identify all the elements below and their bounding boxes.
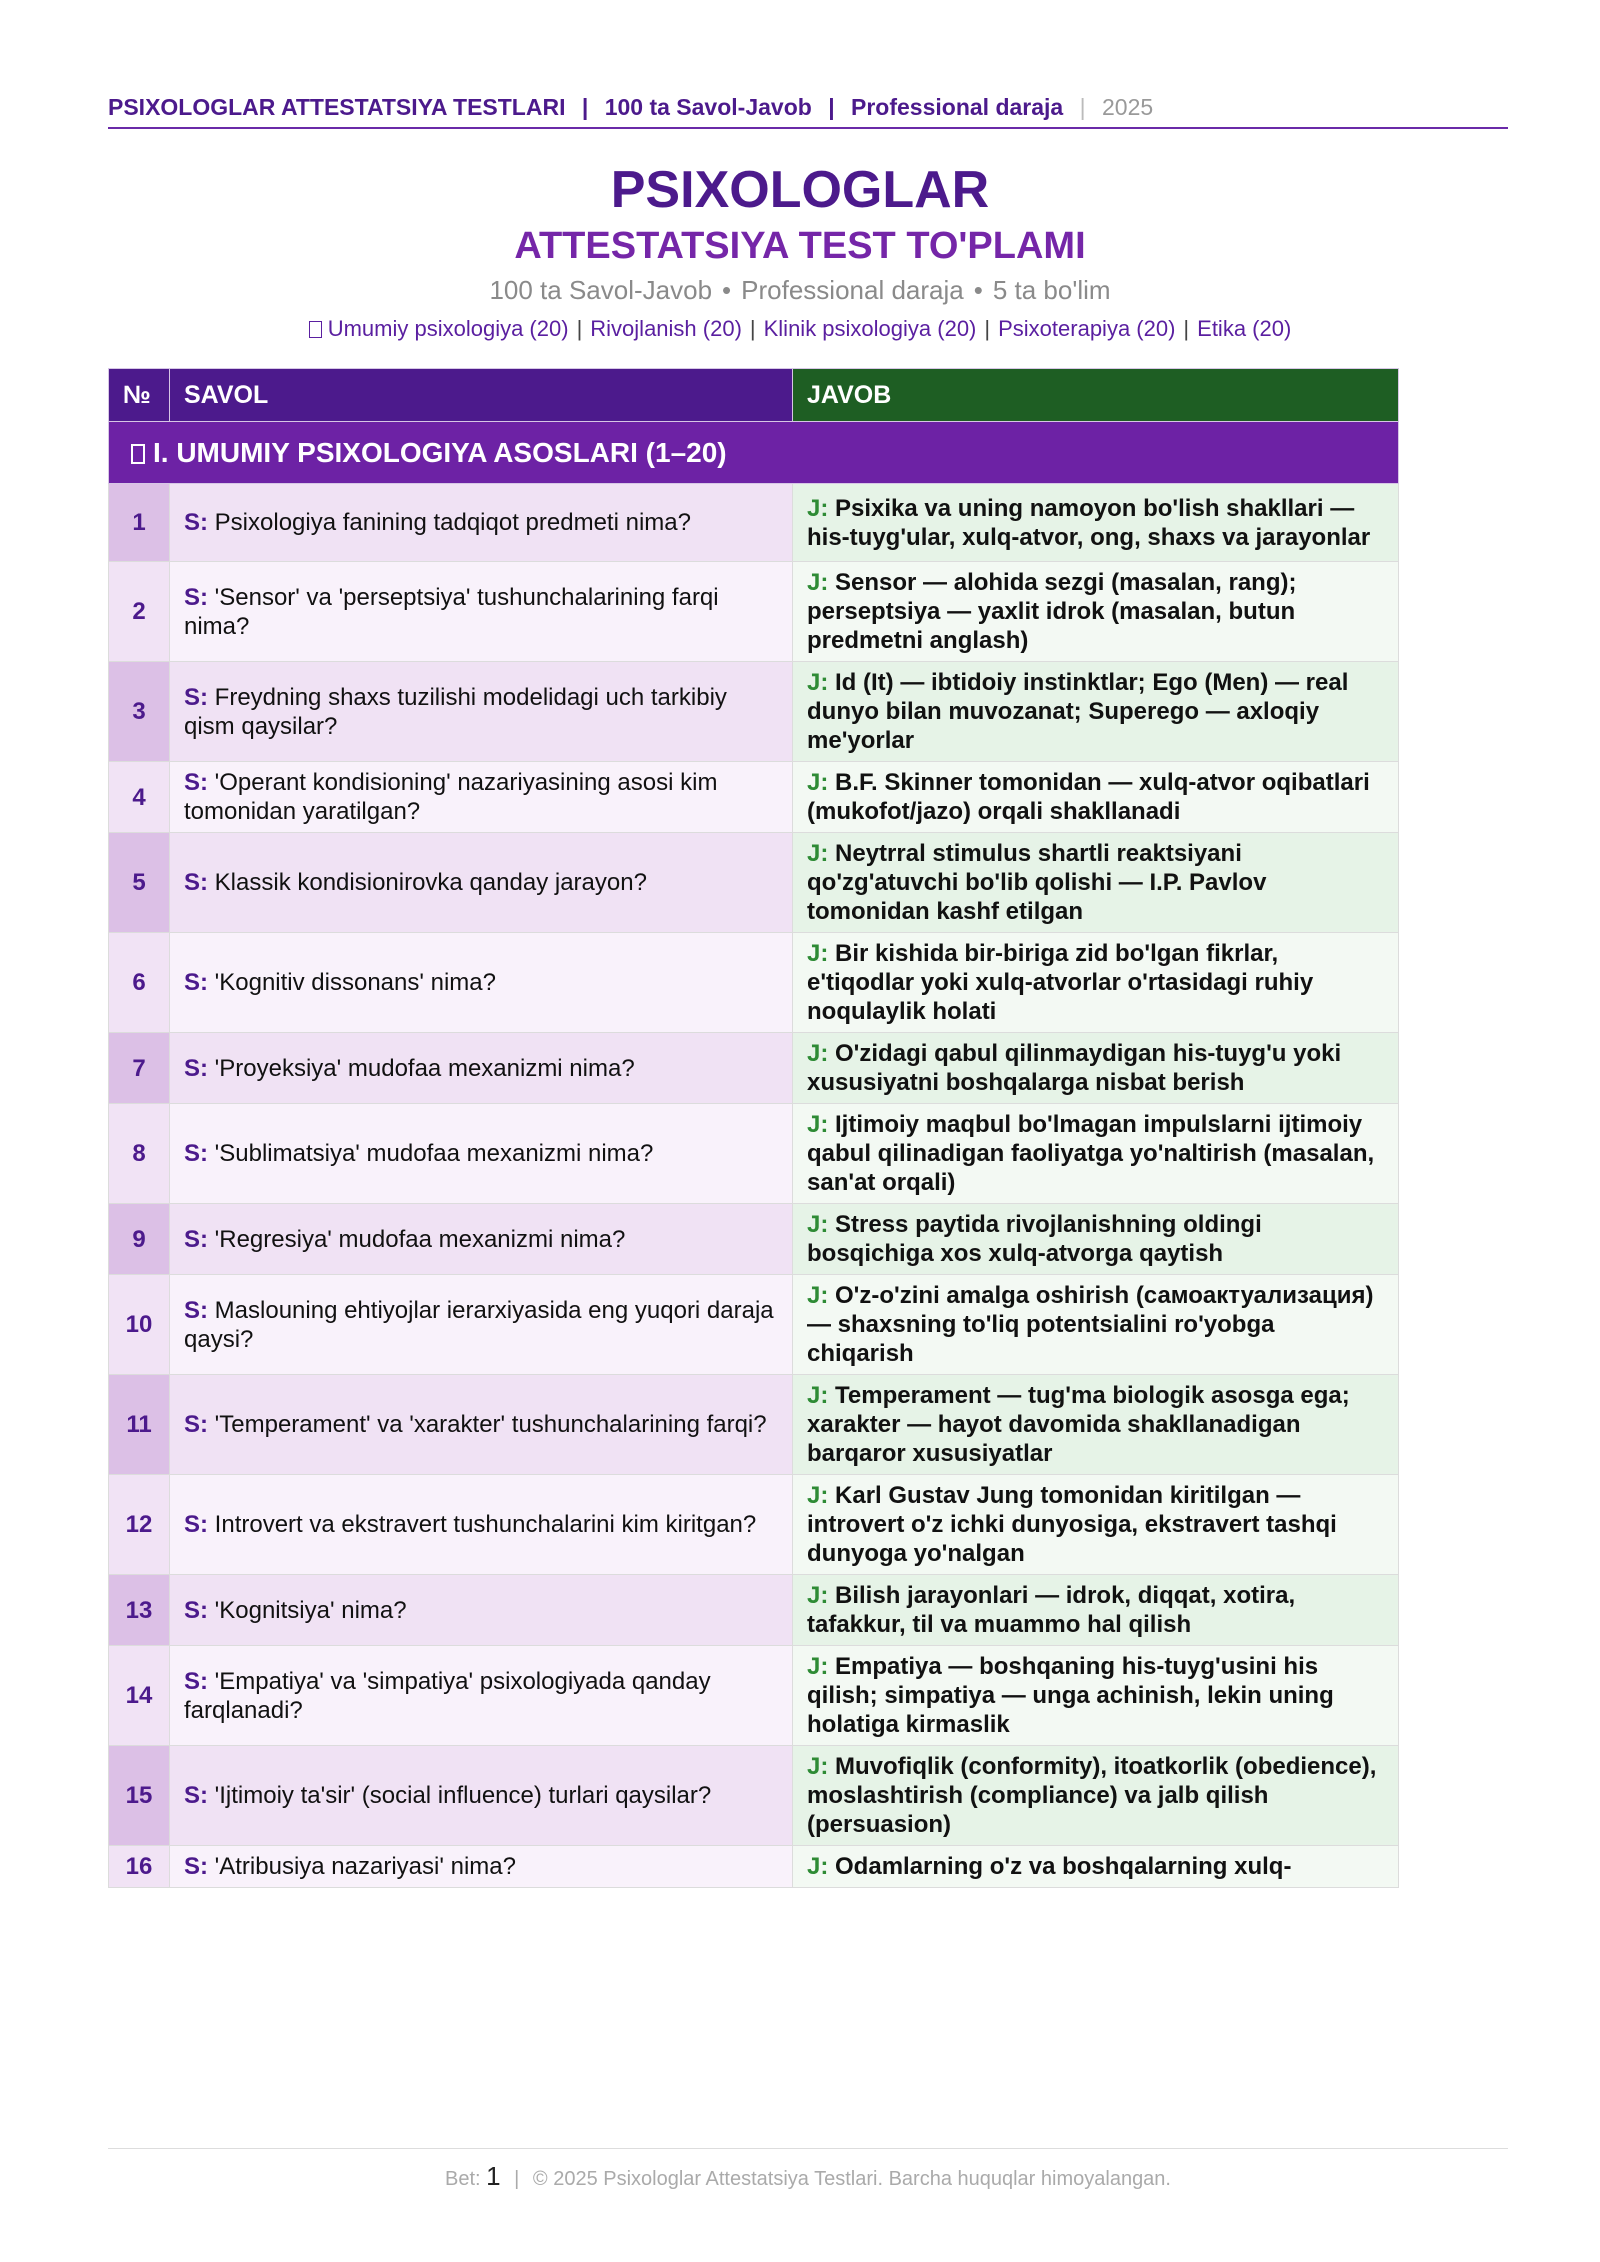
table-row	[109, 1275, 1399, 1375]
row-number: 14	[109, 1646, 170, 1746]
question-text: 'Sensor' va 'perseptsiya' tushunchalarining farqi nima?	[184, 583, 719, 640]
table-header-row	[109, 369, 1399, 422]
row-number: 7	[109, 1033, 170, 1104]
meta-item: Professional daraja	[741, 275, 964, 305]
table-row	[109, 1204, 1399, 1275]
answer-text: B.F. Skinner tomonidan — xulq-atvor oqibatlari (mukofot/jazo) orqali shakllanadi	[807, 769, 1370, 825]
answer-prefix: J:	[807, 940, 829, 967]
document-subtitle: ATTESTATSIYA TEST TO'PLAMI	[514, 225, 1086, 267]
header-title: PSIXOLOGLAR ATTESTATSIYA TESTLARI	[108, 94, 566, 120]
answer-prefix: J:	[807, 1582, 829, 1609]
question-cell	[170, 933, 793, 1033]
question-prefix: S:	[184, 1782, 208, 1809]
row-number: 11	[109, 1375, 170, 1475]
row-number: 9	[109, 1204, 170, 1275]
table-row	[109, 1033, 1399, 1104]
answer-cell	[793, 762, 1399, 833]
answer-prefix: J:	[807, 840, 829, 867]
row-number: 6	[109, 933, 170, 1033]
answer-prefix: J:	[807, 1753, 829, 1780]
question-text: 'Proyeksiya' mudofaa mexanizmi nima?	[214, 1054, 635, 1082]
answer-text: Ijtimoiy maqbul bo'lmagan impulslarni ijtimoiy qabul qilinadigan faoliyatga yo'naltirish (masalan, san'at orqali)	[807, 1111, 1375, 1196]
question-text: 'Operant kondisioning' nazariyasining asosi kim tomonidan yaratilgan?	[184, 769, 718, 825]
header-year: 2025	[1101, 94, 1154, 120]
col-header-number: №	[109, 369, 170, 422]
question-text: Introvert va ekstravert tushunchalarini kim kiritgan?	[214, 1511, 757, 1538]
row-number: 5	[109, 833, 170, 933]
answer-text: Neytrral stimulus shartli reaktsiyani qo'zg'atuvchi bo'lib qolishi — I.P. Pavlov tomonidan kashf etilgan	[807, 840, 1267, 925]
answer-cell	[793, 1375, 1399, 1475]
answer-text: Odamlarning o'z va boshqalarning xulq-	[835, 1853, 1292, 1880]
running-header	[108, 94, 1508, 129]
answer-prefix: J:	[807, 769, 829, 796]
question-text: Maslouning ehtiyojlar ierarxiyasida eng yuqori daraja qaysi?	[184, 1296, 774, 1353]
row-number: 8	[109, 1104, 170, 1204]
question-text: 'Ijtimoiy ta'sir' (social influence) turlari qaysilar?	[214, 1782, 712, 1809]
page-label: Bet:	[444, 2168, 481, 2190]
table-row	[109, 484, 1399, 562]
question-prefix: S:	[184, 1853, 208, 1880]
section-heading-text: I. UMUMIY PSIXOLOGIYA ASOSLARI (1–20)	[153, 436, 727, 468]
answer-cell	[793, 1275, 1399, 1375]
question-cell	[170, 1033, 793, 1104]
row-number: 3	[109, 662, 170, 762]
table-row	[109, 833, 1399, 933]
copyright: © 2025 Psixologlar Attestatsiya Testlari. Barcha huquqlar himoyalangan.	[532, 2168, 1171, 2190]
section-heading	[109, 422, 1399, 484]
question-prefix: S:	[184, 869, 208, 896]
answer-cell	[793, 562, 1399, 662]
document-title: PSIXOLOGLAR	[610, 161, 990, 219]
answer-prefix: J:	[807, 1282, 829, 1309]
header-separator: |	[581, 94, 589, 120]
row-number: 1	[109, 484, 170, 562]
meta-item: 100 ta Savol-Javob	[489, 275, 713, 305]
table-row	[109, 762, 1399, 833]
question-cell	[170, 762, 793, 833]
answer-text: Temperament — tug'ma biologik asosga ega; xarakter — hayot davomida shakllanadigan barqaror xususiyatlar	[807, 1382, 1350, 1467]
table-row	[109, 1475, 1399, 1575]
question-prefix: S:	[184, 1054, 208, 1082]
question-text: Psixologiya fanining tadqiqot predmeti nima?	[214, 509, 691, 536]
header-count: 100 ta Savol-Javob	[604, 94, 812, 120]
row-number: 2	[109, 562, 170, 662]
section-link: Rivojlanish (20)	[590, 316, 742, 341]
question-text: Klassik kondisionirovka qanday jarayon?	[214, 869, 647, 896]
answer-text: Empatiya — boshqaning his-tuyg'usini his qilish; simpatiya — unga achinish, lekin uning holatiga kirmaslik	[807, 1653, 1334, 1738]
question-text: 'Empatiya' va 'simpatiya' psixologiyada qanday farqlanadi?	[184, 1667, 711, 1724]
section-link: Klinik psixologiya (20)	[763, 316, 977, 341]
cover-title-block	[0, 158, 1600, 346]
answer-text: O'z-o'zini amalga oshirish (самоактуализация) — shaxsning to'liq potentsialini ro'yobga chiqarish	[807, 1282, 1374, 1367]
question-cell	[170, 1746, 793, 1846]
qa-table	[108, 368, 1399, 1888]
answer-cell	[793, 1033, 1399, 1104]
answer-prefix: J:	[807, 669, 829, 696]
question-cell	[170, 1475, 793, 1575]
row-number: 16	[109, 1846, 170, 1888]
section-link: Etika (20)	[1197, 316, 1292, 341]
question-prefix: S:	[184, 583, 208, 611]
answer-cell	[793, 1575, 1399, 1646]
answer-text: Id (It) — ibtidoiy instinktlar; Ego (Men) — real dunyo bilan muvozanat; Superego — axloqiy me'yorlar	[807, 669, 1349, 754]
answer-prefix: J:	[807, 1653, 829, 1680]
question-cell	[170, 1275, 793, 1375]
answer-cell	[793, 1104, 1399, 1204]
table-row	[109, 1846, 1399, 1888]
answer-prefix: J:	[807, 1111, 829, 1138]
question-prefix: S:	[184, 1667, 208, 1695]
answer-text: Sensor — alohida sezgi (masalan, rang); perseptsiya — yaxlit idrok (masalan, butun predmetni anglash)	[807, 569, 1297, 654]
question-text: 'Sublimatsiya' mudofaa mexanizmi nima?	[214, 1140, 654, 1167]
question-cell	[170, 833, 793, 933]
table-row	[109, 933, 1399, 1033]
section-list: Umumiy psixologiya (20) | Rivojlanish (20) | Klinik psixologiya (20) | Psixoterapiya (20) | Etika (20)	[0, 312, 1600, 346]
section-row	[109, 422, 1399, 484]
question-prefix: S:	[184, 1511, 208, 1538]
answer-cell	[793, 1475, 1399, 1575]
answer-cell	[793, 933, 1399, 1033]
question-cell	[170, 1104, 793, 1204]
question-prefix: S:	[184, 769, 208, 796]
answer-cell	[793, 833, 1399, 933]
answer-prefix: J:	[807, 1211, 829, 1238]
page-number: 1	[486, 2161, 501, 2191]
answer-text: Bir kishida bir-biriga zid bo'lgan fikrlar, e'tiqodlar yoki xulq-atvorlar o'rtasidagi ruhiy noqulaylik holati	[807, 940, 1314, 1025]
question-text: 'Kognitiv dissonans' nima?	[214, 969, 496, 996]
header-separator: |	[1079, 94, 1086, 120]
question-cell	[170, 1846, 793, 1888]
row-number: 12	[109, 1475, 170, 1575]
row-number: 4	[109, 762, 170, 833]
answer-prefix: J:	[807, 1040, 829, 1067]
answer-text: O'zidagi qabul qilinmaydigan his-tuyg'u yoki xususiyatni boshqalarga nisbat berish	[807, 1040, 1342, 1096]
answer-text: Karl Gustav Jung tomonidan kiritilgan — introvert o'z ichki dunyosiga, ekstravert tashqi dunyoga yo'nalgan	[807, 1482, 1337, 1567]
question-text: 'Regresiya' mudofaa mexanizmi nima?	[214, 1225, 626, 1253]
question-cell	[170, 1204, 793, 1275]
col-header-question: SAVOL	[170, 369, 793, 422]
question-text: 'Kognitsiya' nima?	[214, 1596, 407, 1624]
col-header-answer: JAVOB	[793, 369, 1399, 422]
table-row	[109, 1746, 1399, 1846]
table-row	[109, 1375, 1399, 1475]
answer-text: Muvofiqlik (conformity), itoatkorlik (obedience), moslashtirish (compliance) va jalb qilish (persuasion)	[807, 1753, 1377, 1838]
answer-cell	[793, 1204, 1399, 1275]
question-cell	[170, 1375, 793, 1475]
meta-item: 5 ta bo'lim	[992, 275, 1111, 305]
answer-cell	[793, 484, 1399, 562]
answer-text: Bilish jarayonlari — idrok, diqqat, xotira, tafakkur, til va muammo hal qilish	[807, 1582, 1296, 1638]
answer-text: Stress paytida rivojlanishning oldingi bosqichiga xos xulq-atvorga qaytish	[807, 1211, 1262, 1267]
answer-cell	[793, 662, 1399, 762]
document-meta: 100 ta Savol-Javob • Professional daraja • 5 ta bo'lim	[489, 275, 1111, 305]
question-prefix: S:	[184, 1596, 208, 1624]
answer-prefix: J:	[807, 1382, 829, 1409]
question-prefix: S:	[184, 1225, 208, 1253]
question-cell	[170, 1575, 793, 1646]
header-separator: |	[828, 94, 835, 120]
question-prefix: S:	[184, 683, 208, 711]
section-link: Psixoterapiya (20)	[998, 316, 1176, 341]
answer-cell	[793, 1846, 1399, 1888]
answer-prefix: J:	[807, 494, 829, 522]
section-box-icon	[309, 321, 322, 338]
question-prefix: S:	[184, 1411, 208, 1438]
page-footer: Bet: 1 | © 2025 Psixologlar Attestatsiya Testlari. Barcha huquqlar himoyalangan.	[108, 2148, 1508, 2192]
row-number: 15	[109, 1746, 170, 1846]
table-row	[109, 1575, 1399, 1646]
answer-prefix: J:	[807, 1853, 829, 1880]
answer-cell	[793, 1646, 1399, 1746]
question-prefix: S:	[184, 1296, 208, 1324]
row-number: 13	[109, 1575, 170, 1646]
header-level: Professional daraja	[851, 94, 1064, 120]
question-cell	[170, 1646, 793, 1746]
question-cell	[170, 662, 793, 762]
question-prefix: S:	[184, 1140, 208, 1167]
answer-prefix: J:	[807, 1482, 829, 1509]
table-row	[109, 562, 1399, 662]
question-text: Freydning shaxs tuzilishi modelidagi uch tarkibiy qism qaysilar?	[184, 683, 727, 740]
question-text: 'Atribusiya nazariyasi' nima?	[214, 1853, 516, 1880]
table-row	[109, 1104, 1399, 1204]
row-number: 10	[109, 1275, 170, 1375]
table-row	[109, 1646, 1399, 1746]
answer-text: Psixika va uning namoyon bo'lish shakllari — his-tuyg'ular, xulq-atvor, ong, shaxs va jarayonlar	[807, 494, 1371, 551]
answer-prefix: J:	[807, 569, 829, 596]
table-row	[109, 662, 1399, 762]
answer-cell	[793, 1746, 1399, 1846]
section-box-icon	[131, 444, 145, 464]
question-prefix: S:	[184, 509, 208, 536]
question-prefix: S:	[184, 969, 208, 996]
question-cell	[170, 484, 793, 562]
question-cell	[170, 562, 793, 662]
section-link: Umumiy psixologiya (20)	[327, 316, 569, 341]
question-text: 'Temperament' va 'xarakter' tushunchalarining farqi?	[214, 1411, 767, 1438]
